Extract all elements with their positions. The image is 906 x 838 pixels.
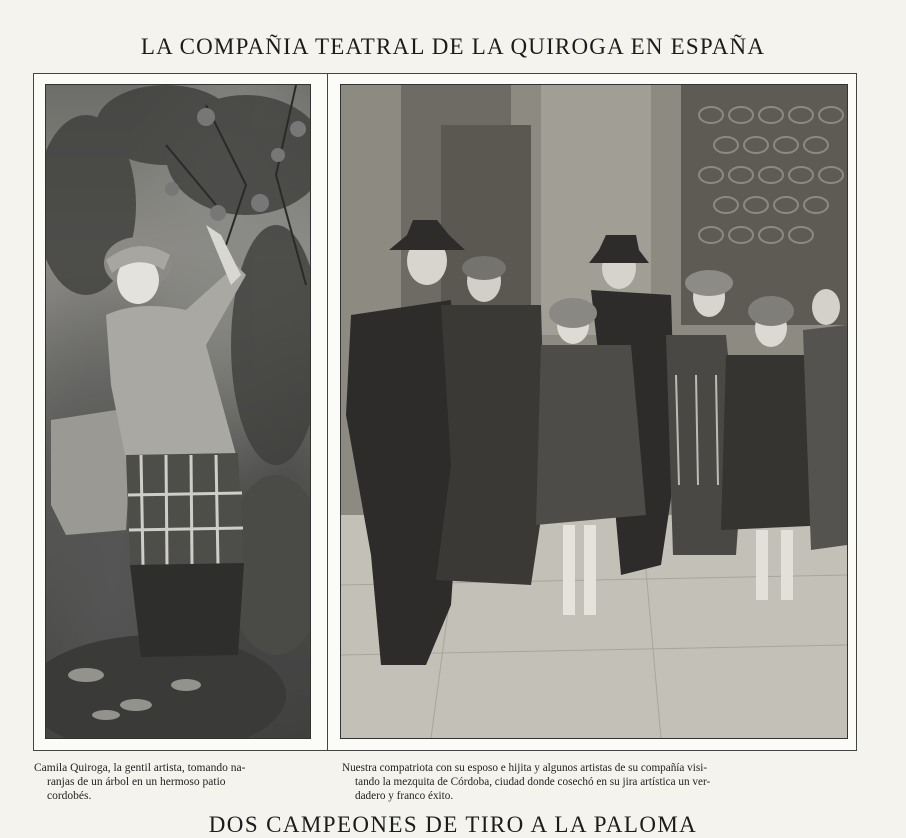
- caption-line: tando la mezquita de Córdoba, ciudad donde cosechó en su jira artística un ver-: [355, 776, 711, 788]
- page-headline: LA COMPAÑIA TEATRAL DE LA QUIROGA EN ESPAÑA: [140, 34, 766, 59]
- caption-line: dadero y franco éxito.: [355, 790, 454, 802]
- orange-tree-scene: [46, 85, 310, 738]
- caption-line: cordobés.: [47, 790, 92, 802]
- photo-group-at-mezquita-cordoba: [340, 84, 848, 739]
- photo-camila-quiroga-orange-tree: [45, 84, 311, 739]
- left-photo-caption: [34, 761, 324, 803]
- right-photo-caption: [342, 761, 862, 803]
- caption-line: Camila Quiroga, la gentil artista, tomando na-: [34, 762, 246, 774]
- caption-line: Nuestra compatriota con su esposo e hijita y algunos artistas de su compañía visi-: [342, 762, 708, 774]
- mezquita-group-scene: [341, 85, 847, 738]
- next-article-headline: DOS CAMPEONES DE TIRO A LA PALOMA: [208, 812, 698, 837]
- caption-line: ranjas de un árbol en un hermoso patio: [47, 776, 226, 788]
